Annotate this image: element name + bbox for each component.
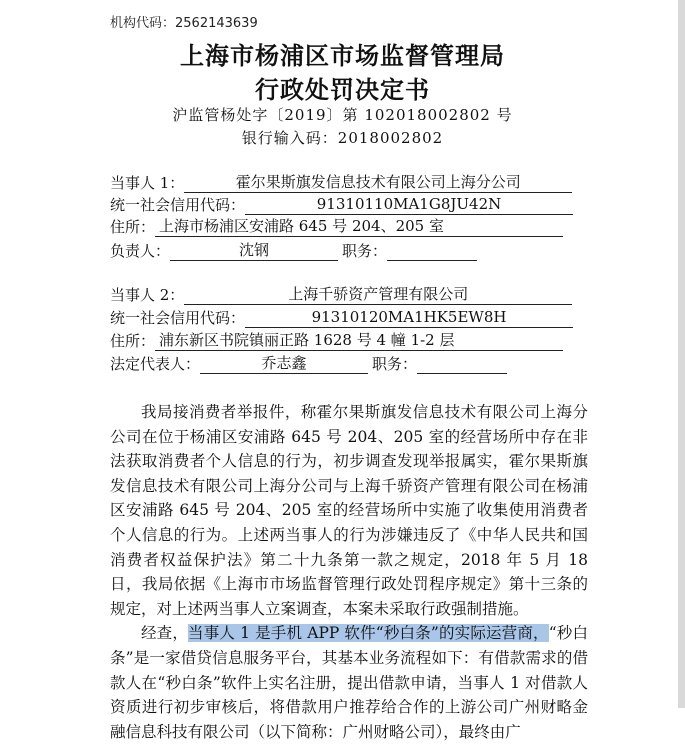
party2-address-row xyxy=(110,330,563,352)
selected-text-highlight[interactable]: 当事人 1 是手机 APP 软件“秒白条”的实际运营商， xyxy=(188,624,549,643)
party1-address: 上海市杨浦区安浦路 645 号 204、205 室 xyxy=(155,216,563,237)
party2-rep-row xyxy=(110,353,507,375)
bank-input-code: 银行输入码：2018002802 xyxy=(241,129,444,147)
party1-name: 霍尔果斯旗发信息技术有限公司上海分公司 xyxy=(184,172,572,193)
body-paragraph-2 xyxy=(110,621,588,744)
party2-credit-row xyxy=(110,307,573,329)
party1-rep-row xyxy=(110,240,477,262)
party1-credit-label: 统一社会信用代码： xyxy=(110,196,246,214)
document-title-type: 行政处罚决定书 xyxy=(255,76,430,104)
party2-position-label: 职务： xyxy=(372,355,418,373)
party2-address-label: 住所： xyxy=(110,332,156,350)
party1-credit-row xyxy=(110,194,573,216)
decision-body xyxy=(110,400,588,744)
para2-start: 经查， xyxy=(141,624,189,643)
para2-rest: “秒白条”是一家借贷信息服务平台，其基本业务流程如下：有借款需求的借款人在“秒白条”软件上实名注册，提出借款申请，当事人 1 对借款人资质进行初步审核后，将借款用户推荐给合作的上游公司广州财略金融信息科技有限公司（以下简称：广州财略公司），最终由广 xyxy=(110,624,588,741)
party1-position-label: 职务： xyxy=(342,242,388,260)
party1-rep-label: 负责人： xyxy=(110,242,171,260)
org-code: 机构代码：2562143639 xyxy=(110,16,258,31)
party1-position-blank xyxy=(387,240,477,261)
document-number: 沪监管杨处字〔2019〕第 102018002802 号 xyxy=(172,106,513,124)
party1-address-label: 住所： xyxy=(110,218,156,236)
party2-position-blank xyxy=(417,353,507,374)
party2-credit-label: 统一社会信用代码： xyxy=(110,309,246,327)
document-title-authority: 上海市杨浦区市场监督管理局 xyxy=(180,42,505,70)
party2-rep-label: 法定代表人： xyxy=(110,355,201,373)
party2-name-row xyxy=(110,284,572,306)
party2-name: 上海千骄资产管理有限公司 xyxy=(184,284,572,305)
party1-address-row xyxy=(110,216,563,238)
party1-credit-code: 91310110MA1G8JU42N xyxy=(245,194,573,215)
party2-label: 当事人 2： xyxy=(110,286,185,304)
body-paragraph-1: 我局接消费者举报件，称霍尔果斯旗发信息技术有限公司上海分公司在位于杨浦区安浦路 645 号 204、205 室的经营场所中存在非法获取消费者个人信息的行为，初步调查发现举报属实，霍尔果斯旗发信息技术有限公司上海分公司与上海千骄资产管理有限公司在杨浦区安浦路 645 号 204、205 室的经营场所中实施了收集使用消费者个人信息的行为。上述两当事人的行为涉嫌违反了《中华人民共和国消费者权益保护法》第二十九条第一款之规定，2018 年 5 月 18 日，我局依据《上海市市场监督管理行政处罚程序规定》第十三条的规定，对上述两当事人立案调查，本案未采取行政强制措施。 xyxy=(110,403,588,618)
party2-address: 浦东新区书院镇丽正路 1628 号 4 幢 1-2 层 xyxy=(155,330,563,351)
party2-rep: 乔志鑫 xyxy=(200,353,368,374)
party2-credit-code: 91310120MA1HK5EW8H xyxy=(245,307,573,328)
party1-name-row xyxy=(110,172,572,194)
party1-rep: 沈钢 xyxy=(170,240,338,261)
party1-label: 当事人 1： xyxy=(110,174,185,192)
